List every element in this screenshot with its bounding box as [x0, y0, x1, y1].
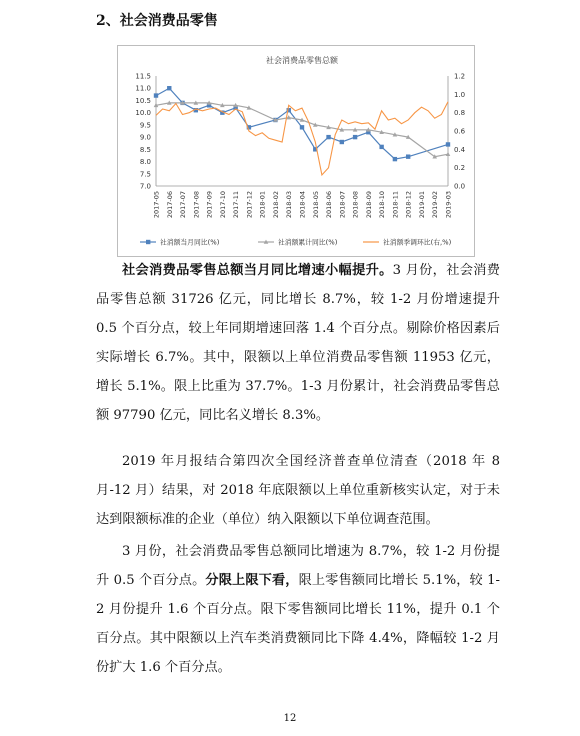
x-axis-tick-label: 2017-09 — [205, 191, 214, 219]
legend-label: 社消额累计同比(%) — [278, 238, 338, 247]
x-axis-tick-label: 2019-03 — [444, 191, 453, 219]
series-point-current-yoy — [446, 142, 450, 146]
x-axis-tick-label: 2018-11 — [391, 191, 400, 219]
x-axis-tick-label: 2018-08 — [351, 191, 360, 219]
page-number: 12 — [283, 713, 297, 724]
chart-canvas — [118, 46, 474, 256]
legend-label: 社消额季调环比(右,%) — [383, 238, 452, 247]
chart-title: 社会消费品零售总额 — [266, 56, 338, 65]
right-axis-tick-label: 1.0 — [454, 90, 466, 99]
x-axis-tick-label: 2018-01 — [258, 191, 267, 219]
x-axis-tick-label: 2018-03 — [285, 191, 294, 219]
left-axis-tick-label: 8.5 — [139, 145, 151, 154]
legend-label: 社消额当月同比(%) — [160, 238, 220, 247]
paragraph-retail-growth — [96, 256, 500, 430]
x-axis-tick-label: 2017-10 — [218, 191, 227, 219]
right-axis-tick-label: 1.2 — [454, 72, 466, 81]
retail-sales-chart — [117, 45, 475, 257]
left-axis-tick-label: 9.0 — [139, 133, 151, 142]
left-axis-tick-label: 8.0 — [139, 158, 151, 167]
series-point-current-yoy — [379, 145, 383, 149]
series-line-1 — [156, 103, 448, 157]
right-axis-tick-label: 0.8 — [454, 109, 466, 118]
paragraph-body: 3 月份，社会消费品零售总额 31726 亿元，同比增长 8.7%，较 1-2 月份增速提升 0.5 个百分点，较上年同期增速回落 1.4 个百分点。剔除价格因素后实际增长 6.7%。其中，限额以上单位消费品零售额 11953 亿元，增长 5.1%。限上比重为 37.7%。1-3 月份累计，社会消费品零售总额 97790 亿元，同比名义增长 8.3%。 — [96, 263, 500, 423]
series-point-current-yoy — [393, 157, 397, 161]
x-axis-tick-label: 2017-05 — [152, 191, 161, 219]
series-point-current-yoy — [340, 140, 344, 144]
left-axis-tick-label: 10.0 — [135, 109, 151, 118]
x-axis-tick-label: 2017-11 — [232, 191, 241, 219]
series-point-current-yoy — [406, 154, 410, 158]
series-line-2 — [156, 102, 448, 175]
x-axis-tick-label: 2018-12 — [404, 191, 413, 219]
series-point-current-yoy — [300, 125, 304, 129]
left-axis-tick-label: 7.5 — [139, 170, 151, 179]
paragraph-body: 2019 年月报结合第四次全国经济普查单位清查（2018 年 8 月-12 月）结果，对 2018 年底限额以上单位重新核实认定，对于未达到限额标准的企业（单位）纳入限额以下单位调查范围。 — [96, 454, 500, 527]
legend-marker-square — [146, 240, 150, 244]
x-axis-tick-label: 2017-06 — [165, 191, 174, 219]
section-heading: 2、社会消费品零售 — [96, 13, 218, 29]
series-point-current-yoy — [353, 135, 357, 139]
x-axis-tick-label: 2017-08 — [192, 191, 201, 219]
x-axis-tick-label: 2017-07 — [179, 191, 188, 219]
x-axis-tick-label: 2017-12 — [245, 191, 254, 219]
x-axis-tick-label: 2018-07 — [338, 191, 347, 219]
x-axis-tick-label: 2018-06 — [325, 191, 334, 219]
x-axis-tick-label: 2019-02 — [431, 191, 440, 219]
right-axis-tick-label: 0.4 — [454, 145, 466, 154]
x-axis-tick-label: 2018-10 — [378, 191, 387, 219]
paragraph-body-b: 限上零售额同比增长 5.1%，较 1-2 月份提升 1.6 个百分点。限下零售额同比增长 11%，提升 0.1 个百分点。其中限额以上汽车类消费额同比下降 4.4%，降幅较 1-2 月份扩大 1.6 个百分点。 — [96, 573, 501, 675]
left-axis-tick-label: 7.0 — [139, 182, 151, 191]
x-axis-tick-label: 2018-09 — [364, 191, 373, 219]
series-point-current-yoy — [167, 86, 171, 90]
right-axis-tick-label: 0.0 — [454, 182, 466, 191]
series-line-0 — [156, 88, 448, 159]
x-axis-tick-label: 2018-05 — [311, 191, 320, 219]
series-point-current-yoy — [326, 135, 330, 139]
left-axis-tick-label: 11.0 — [135, 84, 151, 93]
right-axis-tick-label: 0.2 — [454, 164, 466, 173]
left-axis-tick-label: 10.5 — [135, 96, 151, 105]
x-axis-tick-label: 2018-04 — [298, 191, 307, 219]
series-point-current-yoy — [154, 93, 158, 97]
paragraph-lead-bold: 社会消费品零售总额当月同比增速小幅提升。 — [122, 263, 393, 278]
paragraph-body-a: 3 月份，社会消费品零售总额同比增速为 8.7%，较 1-2 月份提升 0.5 个百分点。 — [96, 544, 500, 588]
x-axis-tick-label: 2018-02 — [271, 191, 280, 219]
paragraph-census-note — [96, 447, 500, 534]
x-axis-tick-label: 2019-01 — [417, 191, 426, 219]
paragraph-above-below-quota — [96, 537, 500, 682]
paragraph-inline-bold: 分限上限下看， — [205, 573, 299, 588]
left-axis-tick-label: 9.5 — [139, 121, 151, 130]
right-axis-tick-label: 0.6 — [454, 127, 466, 136]
left-axis-tick-label: 11.5 — [135, 72, 151, 81]
